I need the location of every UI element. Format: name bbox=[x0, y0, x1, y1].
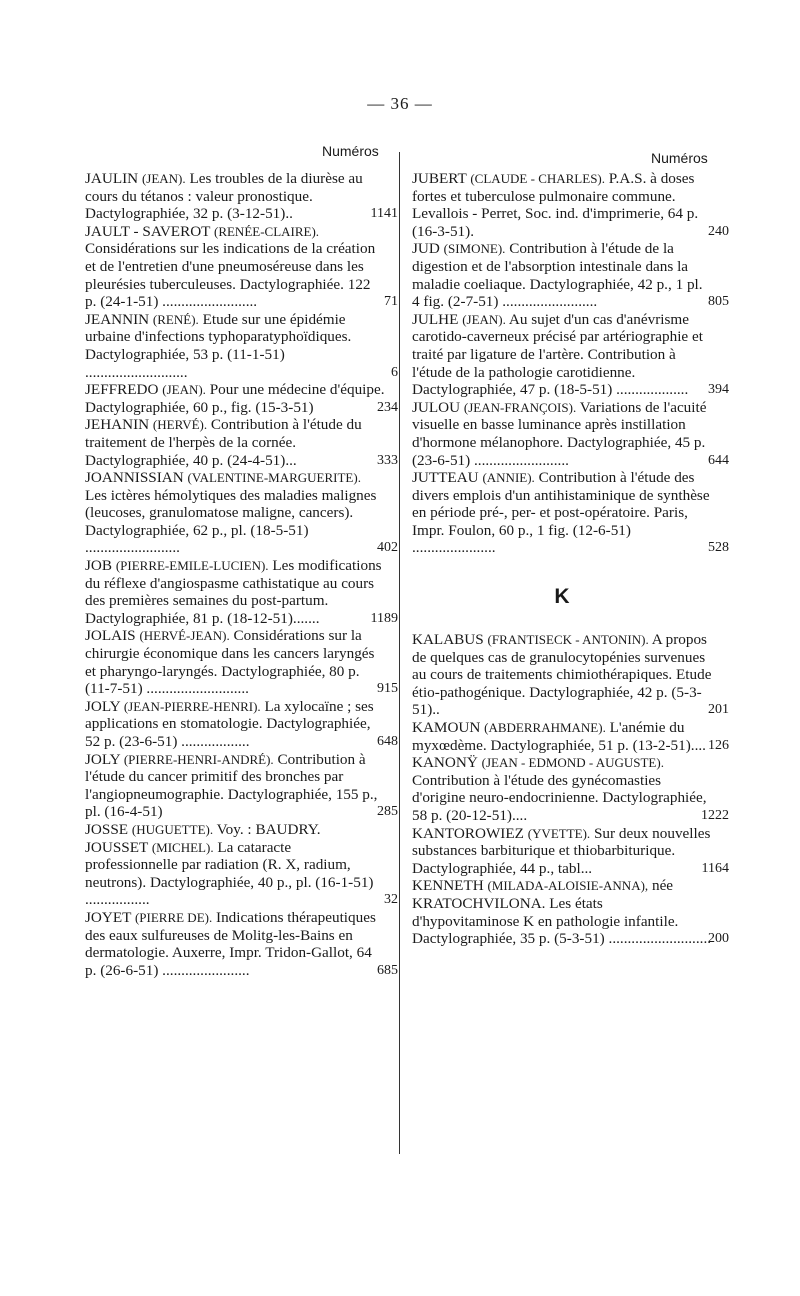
index-entry bbox=[85, 416, 398, 469]
author-surname: JAULIN bbox=[85, 170, 139, 187]
thesis-description: A propos de quelques cas de granulocytopénies survenues au cours de traitements chimiothérapiques. Etude étio-pathogénique. Dactylographiée, 42 p. (5-3-51).. bbox=[412, 631, 712, 719]
section-letter: K bbox=[554, 585, 570, 609]
author-forename: (HERVÉ). bbox=[152, 417, 208, 433]
entry-number: 126 bbox=[708, 737, 729, 753]
index-entry bbox=[85, 310, 398, 381]
author-surname: JUTTEAU bbox=[412, 469, 479, 487]
thesis-description: Contribution à l'étude du traitement de l'herpès de la cornée. Dactylographiée, 40 p. (24-4-51)... bbox=[85, 416, 362, 469]
thesis-description: Considérations sur la chirurgie économique dans les cancers laryngés et pharyngo-laryngés. Dactylographiée, 80 p. (11-7-51) ........................... bbox=[85, 627, 375, 698]
j-entries-continued bbox=[412, 170, 729, 557]
entry-number: 1189 bbox=[370, 610, 398, 626]
index-entry bbox=[85, 557, 398, 627]
author-surname: JOSSE bbox=[85, 820, 129, 838]
author-forename: (SIMONE). bbox=[443, 241, 506, 257]
thesis-description: Contribution à l'étude des gynécomasties d'origine neuro-endocrinienne. Dactylographiée, 58 p. (20-12-51).... bbox=[412, 771, 707, 824]
thesis-description: P.A.S. à doses fortes et tuberculose pulmonaire commune. Levallois - Perret, Soc. ind. d'imprimerie, 64 p. (16-3-51). bbox=[412, 170, 699, 240]
index-entry bbox=[412, 719, 729, 754]
thesis-description: Etude sur une épidémie urbaine d'infections typhoparatyphoïdiques. Dactylographiée, 53 p. (11-1-51) ........................... bbox=[85, 310, 352, 381]
entry-number: 1141 bbox=[370, 206, 398, 222]
author-forename: (VALENTINE-MARGUERITE). bbox=[187, 470, 361, 486]
thesis-description: Les ictères hémolytiques des maladies malignes (leucoses, granulomatose maligne, cancers). Dactylographiée, 62 p., pl. (18-5-51) ......................... bbox=[85, 486, 377, 557]
index-entry bbox=[85, 627, 398, 698]
entry-number: 240 bbox=[708, 223, 729, 239]
author-surname: JEFFREDO bbox=[85, 381, 159, 399]
entry-number: 200 bbox=[708, 931, 729, 947]
author-surname: JOB bbox=[85, 557, 113, 575]
thesis-description: La xylocaïne ; ses applications en stomatologie. Dactylographiée, 52 p. (23-6-51) .................. bbox=[85, 697, 374, 750]
thesis-description: Voy. : BAUDRY. bbox=[216, 820, 321, 838]
thesis-description: Contribution à l'étude du cancer primitif des bronches par l'angiopneumographie. Dactylographiée, 155 p., pl. (16-4-51) bbox=[85, 750, 378, 821]
author-forename: (PIERRE-HENRI-ANDRÉ). bbox=[123, 751, 274, 767]
author-surname: KALABUS bbox=[412, 631, 484, 649]
entry-number: 644 bbox=[708, 452, 729, 468]
entry-number: 685 bbox=[377, 962, 398, 978]
author-surname: JEANNIN bbox=[85, 310, 150, 328]
author-surname: KENNETH bbox=[412, 877, 484, 895]
author-surname: JOLY bbox=[85, 697, 121, 715]
index-entry bbox=[85, 381, 398, 416]
author-surname: JUD bbox=[412, 240, 440, 258]
author-forename: (PIERRE-EMILE-LUCIEN). bbox=[115, 558, 269, 574]
entry-number: 1164 bbox=[701, 860, 729, 876]
author-forename: (JEAN). bbox=[462, 311, 506, 327]
author-forename: (JEAN). bbox=[162, 382, 206, 398]
entry-number: 71 bbox=[384, 294, 398, 310]
author-forename: (MILADA-ALOISIE-ANNA), bbox=[487, 878, 649, 894]
thesis-description: Indications thérapeutiques des eaux sulfureuses de Molitg-les-Bains en dermatologie. Auxerre, Impr. Tridon-Gallot, 64 p. (26-6-51) ....................... bbox=[85, 908, 376, 979]
author-forename: (RENÉE-CLAIRE). bbox=[213, 223, 320, 239]
author-forename: (JEAN-FRANÇOIS). bbox=[463, 399, 577, 415]
author-surname: JOLY bbox=[85, 750, 121, 768]
index-entry bbox=[412, 310, 729, 399]
index-entry bbox=[85, 222, 398, 311]
index-entry bbox=[412, 398, 729, 469]
thesis-description: Pour une médecine d'équipe. Dactylographiée, 60 p., fig. (15-3-51) bbox=[85, 381, 385, 416]
entry-number: 6 bbox=[391, 364, 398, 380]
author-surname: JULHE bbox=[412, 310, 459, 328]
column-divider bbox=[399, 152, 400, 1154]
author-forename: (FRANTISECK - ANTONIN). bbox=[487, 632, 649, 648]
author-forename: (JEAN-PIERRE-HENRI). bbox=[123, 698, 261, 714]
left-column bbox=[85, 170, 398, 979]
entry-number: 201 bbox=[708, 702, 729, 718]
index-entry bbox=[85, 821, 385, 839]
author-surname: JEHANIN bbox=[85, 416, 150, 434]
author-forename: (RENÉ). bbox=[152, 311, 199, 327]
index-entry bbox=[85, 469, 398, 557]
thesis-description: L'anémie du myxœdème. Dactylographiée, 51 p. (13-2-51).... bbox=[412, 719, 706, 754]
author-forename: (YVETTE). bbox=[527, 825, 591, 841]
author-surname: JOLAIS bbox=[85, 627, 136, 645]
index-entry bbox=[85, 908, 398, 979]
index-entry bbox=[412, 240, 729, 311]
entry-number: 234 bbox=[377, 399, 398, 415]
right-column-heading: Numéros bbox=[651, 150, 708, 166]
author-forename: (CLAUDE - CHARLES). bbox=[470, 171, 605, 186]
author-surname: JOYET bbox=[85, 908, 132, 926]
author-forename: (JEAN - EDMOND - AUGUSTE). bbox=[481, 755, 664, 771]
entry-number: 915 bbox=[377, 681, 398, 697]
entry-number: 1222 bbox=[701, 808, 729, 823]
index-entry bbox=[85, 750, 398, 821]
author-surname: JAULT - SAVEROT bbox=[85, 222, 211, 240]
thesis-description: Contribution à l'étude des divers emplois d'un antihistaminique de synthèse en période pré-, per- et post-opératoire. Paris, Impr. Foulon, 60 p., 1 fig. (12-6-51) ...................... bbox=[412, 469, 710, 557]
thesis-description: Contribution à l'étude de la digestion et de l'absorption intestinale dans la maladie coeliaque. Dactylographiée, 42 p., 1 pl. 4 fig. (2-7-51) ......................... bbox=[412, 240, 703, 311]
index-entry bbox=[85, 838, 398, 909]
author-forename: (HERVÉ-JEAN). bbox=[139, 628, 230, 644]
author-surname: KANONŸ bbox=[412, 754, 478, 772]
author-forename: (HUGUETTE). bbox=[131, 821, 214, 837]
entry-number: 285 bbox=[377, 804, 398, 820]
page-number: — 36 — bbox=[367, 94, 433, 113]
thesis-description: Considérations sur les indications de la création et de l'entretien d'une pneumoséreuse dans les pleurésies tuberculeuses. Dactylographiée. 122 p. (24-1-51) ......................... bbox=[85, 240, 376, 311]
entry-number: 805 bbox=[708, 294, 729, 310]
thesis-description: Variations de l'acuité visuelle en basse luminance après instillation d'hormone mélanophore. Dactylographiée, 45 p. (23-6-51) ......................... bbox=[412, 398, 707, 469]
index-entry bbox=[412, 824, 729, 878]
author-surname: KANTOROWIEZ bbox=[412, 824, 524, 842]
thesis-description: Sur deux nouvelles substances barbiturique et thiobarbiturique. Dactylographiée, 44 p., tabl... bbox=[412, 824, 711, 877]
entry-number: 648 bbox=[377, 734, 398, 749]
author-surname: KAMOUN bbox=[412, 719, 481, 737]
author-surname: JUBERT bbox=[412, 170, 467, 187]
index-entry bbox=[412, 631, 729, 719]
entry-number: 402 bbox=[377, 540, 398, 556]
left-column-heading: Numéros bbox=[322, 143, 379, 159]
k-entries bbox=[412, 631, 729, 948]
thesis-description: La cataracte professionnelle par radiation (R. X, radium, neutrons). Dactylographiée, 40 p., pl. (16-1-51) ................. bbox=[85, 838, 374, 909]
index-entry bbox=[412, 754, 729, 824]
thesis-description: Les modifications du réflexe d'angiospasme cathistatique au cours des premières semaines du post-partum. Dactylographiée, 81 p. (18-12-51)....... bbox=[85, 557, 382, 627]
author-surname: JOUSSET bbox=[85, 838, 149, 856]
thesis-description: née KRATOCHVILONA. Les états d'hypovitaminose K en pathologie infantile. Dactylographiée, 35 p. (5-3-51) ........................... bbox=[412, 877, 712, 948]
author-surname: JULOU bbox=[412, 398, 461, 416]
right-column bbox=[412, 170, 729, 948]
entry-number: 333 bbox=[377, 452, 398, 468]
author-forename: (MICHEL). bbox=[151, 839, 214, 855]
author-surname: JOANNISSIAN bbox=[85, 469, 184, 487]
entry-number: 528 bbox=[708, 540, 729, 556]
entry-number: 394 bbox=[708, 382, 729, 398]
index-entry bbox=[412, 469, 729, 557]
thesis-description: Au sujet d'un cas d'anévrisme carotido-caverneux précisé par artériographie et traité par ligature de l'artère. Contribution à l'étude de la pathologie carotidienne. Dactylographiée, 47 p. (18-5-51) ................... bbox=[412, 310, 703, 399]
thesis-description: Les troubles de la diurèse au cours du tétanos : valeur pronostique. Dactylographiée, 32 p. (3-12-51).. bbox=[85, 170, 363, 223]
author-forename: (JEAN). bbox=[141, 171, 186, 186]
index-entry bbox=[412, 877, 729, 948]
index-entry bbox=[412, 170, 729, 240]
author-forename: (ABDERRAHMANE). bbox=[484, 720, 606, 736]
index-entry bbox=[85, 697, 398, 751]
index-entry bbox=[85, 170, 398, 223]
author-forename: (ANNIE). bbox=[482, 470, 535, 486]
author-forename: (PIERRE DE). bbox=[134, 909, 213, 925]
entry-number: 32 bbox=[384, 892, 398, 908]
